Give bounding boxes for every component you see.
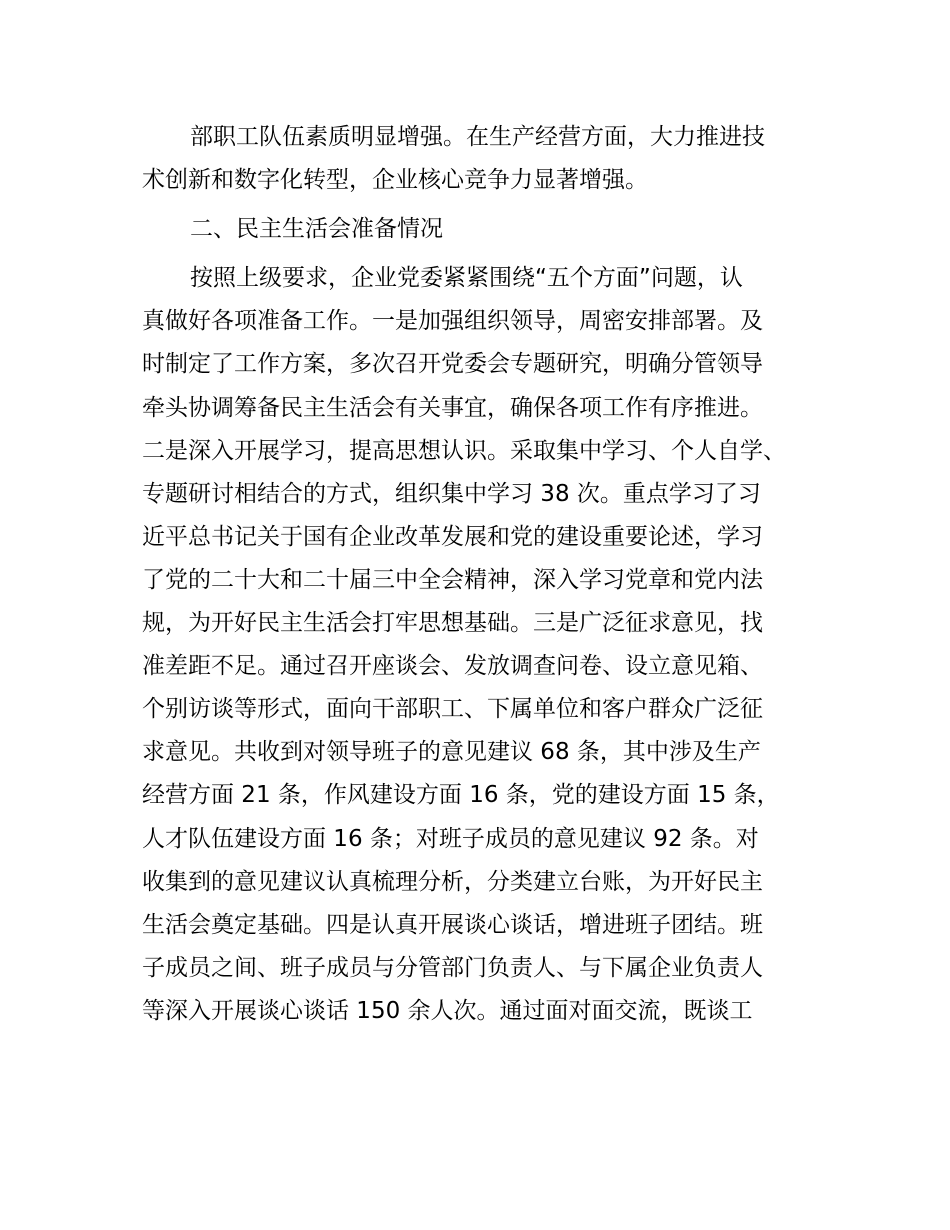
section-heading: 二、民主生活会准备情况 <box>190 216 443 243</box>
text-line: 生活会奠定基础。四是认真开展谈心谈话，增进班子团结。班 <box>142 911 763 938</box>
text-line: 等深入开展谈心谈话 150 余人次。通过面对面交流，既谈工 <box>142 997 753 1024</box>
text-line: 近平总书记关于国有企业改革发展和党的建设重要论述，学习 <box>142 523 763 550</box>
text-line: 按照上级要求，企业党委紧紧围绕“五个方面”问题，认 <box>190 265 743 292</box>
text-line: 求意见。共收到对领导班子的意见建议 68 条，其中涉及生产 <box>142 739 761 766</box>
text-line: 牵头协调筹备民主生活会有关事宜，确保各项工作有序推进。 <box>142 394 763 421</box>
document-body <box>142 116 832 1033</box>
text-line: 了党的二十大和二十届三中全会精神，深入学习党章和党内法 <box>142 566 763 593</box>
text-line: 规，为开好民主生活会打牢思想基础。三是广泛征求意见，找 <box>142 610 763 637</box>
text-line: 人才队伍建设方面 16 条；对班子成员的意见建议 92 条。对 <box>142 825 759 852</box>
text-line: 专题研讨相结合的方式，组织集中学习 38 次。重点学习了习 <box>142 480 761 507</box>
text-line: 经营方面 21 条，作风建设方面 16 条，党的建设方面 15 条， <box>142 782 780 809</box>
text-line: 准差距不足。通过召开座谈会、发放调查问卷、设立意见箱、 <box>142 653 763 680</box>
text-line: 个别访谈等形式，面向干部职工、下属单位和客户群众广泛征 <box>142 696 763 723</box>
text-line: 真做好各项准备工作。一是加强组织领导，周密安排部署。及 <box>142 308 763 335</box>
text-line: 收集到的意见建议认真梳理分析，分类建立台账，为开好民主 <box>142 868 763 895</box>
text-line: 二是深入开展学习，提高思想认识。采取集中学习、个人自学、 <box>142 437 786 464</box>
text-line: 部职工队伍素质明显增强。在生产经营方面，大力推进技 <box>190 124 765 150</box>
text-line: 术创新和数字化转型，企业核心竞争力显著增强。 <box>142 167 648 194</box>
text-line: 时制定了工作方案，多次召开党委会专题研究，明确分管领导 <box>142 351 763 378</box>
text-line: 子成员之间、班子成员与分管部门负责人、与下属企业负责人 <box>142 954 763 981</box>
